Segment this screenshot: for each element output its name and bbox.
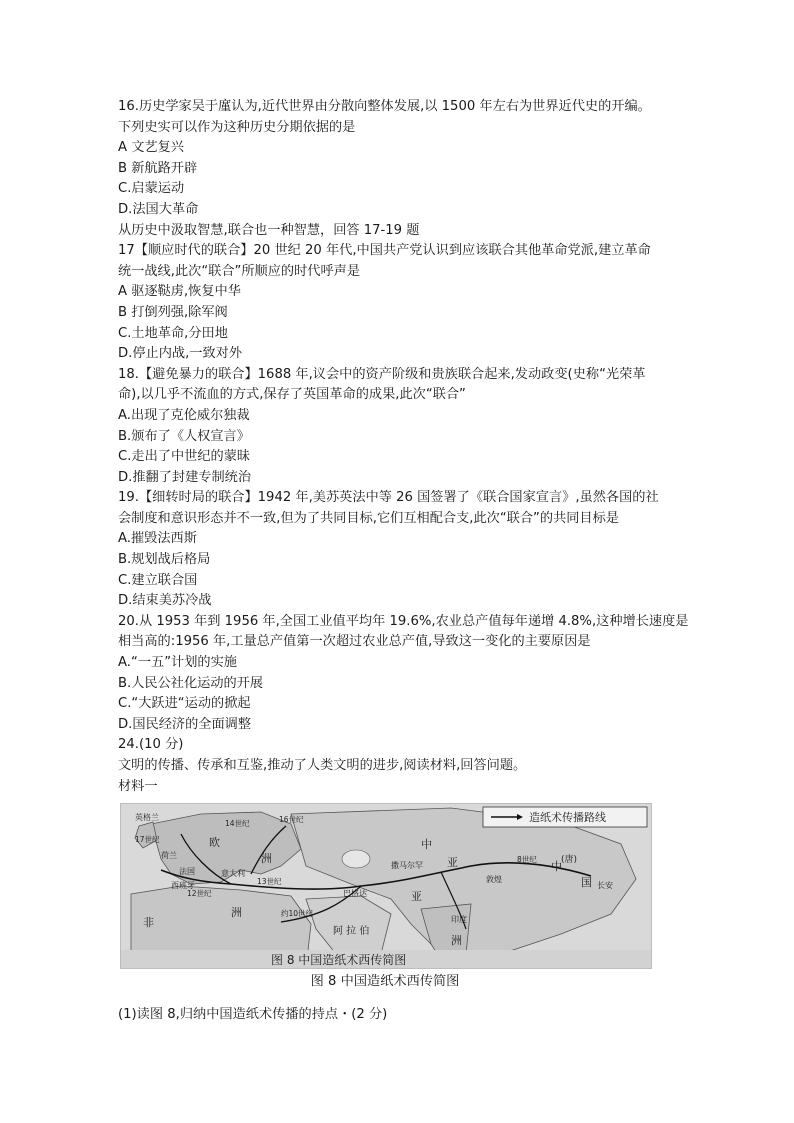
century-label: 13世纪 <box>257 877 282 886</box>
text-line: 文明的传播、传承和互鉴,推动了人类文明的进步,阅读材料,回答问题。 <box>118 758 527 773</box>
text-line: 统一战线,此次“联合”所顺应的时代呼声是 <box>118 263 361 279</box>
option-line: B.规划战后格局 <box>118 552 211 568</box>
option-line: C.启蒙运动 <box>118 181 185 197</box>
century-label: 14世纪 <box>225 819 250 828</box>
option-line: A.出现了克伦威尔独裁 <box>118 407 250 423</box>
text-line: 会制度和意识形态并不一致,但为了共同目标,它们互相配合支,此次“联合”的共同目标是 <box>118 510 619 526</box>
text-line: 相当高的:1956 年,工量总产值第一次超过农业总产值,导致这一变化的主要原因是 <box>118 634 591 650</box>
text-line: 18.【避免暴力的联合】1688 年,议会中的资产阶级和贵族联合起来,发动政变(史称“光荣革 <box>118 366 646 382</box>
figure-caption: 图 8 中国造纸术西传简图 <box>310 974 460 989</box>
sub-question: (1)读图 8,归纳中国造纸术传播的持点・(2 分) <box>118 1007 388 1022</box>
region-label: 亚 <box>447 856 458 869</box>
figure-label: 图 8 中国造纸术西传简图 <box>271 953 407 967</box>
caspian-sea <box>342 850 370 868</box>
century-label: 16世纪 <box>279 815 304 824</box>
region-label: 中 <box>551 860 562 873</box>
option-line: D.推翻了封建专制统治 <box>118 469 252 485</box>
text-line: 从历史中汲取智慧,联合也一种智慧，回答 17-19 题 <box>118 222 420 238</box>
text-line: 材料一 <box>118 778 158 794</box>
text-line: 20.从 1953 年到 1956 年,全国工业值平均年 19.6%,农业总产值每年递增 4.8%,这种增长速度是 <box>118 613 689 629</box>
place-label: 巴格达 <box>343 889 367 898</box>
text-line: 17【顺应时代的联合】20 世纪 20 年代,中国共产党认识到应该联合其他革命党派,建立革命 <box>118 243 651 259</box>
option-line: A 文艺复兴 <box>118 140 184 156</box>
region-label: 洲 <box>231 906 242 919</box>
option-line: C.“大跃进“运动的掀起 <box>118 696 251 712</box>
option-line: B 新航路开辟 <box>118 160 198 176</box>
text-line: 19.【细转时局的联合】1942 年,美苏英法中等 26 国签署了《联合国家宣言》,虽然各国的社 <box>118 490 659 506</box>
option-line: D.停止内战,一致对外 <box>118 346 243 362</box>
option-line: C.建立联合国 <box>118 572 198 588</box>
century-label: 约10世纪 <box>281 909 314 918</box>
option-line: D.国民经济的全面调整 <box>118 716 252 732</box>
place-label: 英格兰 <box>135 813 159 822</box>
text-line: 24.(10 分) <box>118 737 184 753</box>
place-label: 印度 <box>451 915 467 924</box>
question-text <box>118 97 689 797</box>
region-label: 欧 <box>209 836 220 849</box>
place-label: 撒马尔罕 <box>391 861 423 870</box>
region-label: 国 <box>581 876 592 889</box>
option-line: B.人民公社化运动的开展 <box>118 675 264 691</box>
place-label: 法国 <box>179 867 195 876</box>
legend-label: 造纸术传播路线 <box>529 811 606 824</box>
place-label: 长安 <box>597 881 613 890</box>
region-label: 洲 <box>261 852 272 865</box>
text-line: 16.历史学家吴于廑认为,近代世界由分散向整体发展,以 1500 年左右为世界近代史的开编。 <box>118 99 651 114</box>
region-label: 中 <box>421 838 432 851</box>
text-line: 下列史实可以作为这种历史分期依据的是 <box>118 119 356 135</box>
papermaking-map <box>120 803 652 969</box>
century-label: 17世纪 <box>135 835 160 844</box>
option-line: B.颁布了《人权宣言》 <box>118 428 250 444</box>
region-label: 非 <box>143 916 154 929</box>
region-label: 洲 <box>451 934 462 947</box>
option-line: C.土地革命,分田地 <box>118 325 228 341</box>
place-label: 荷兰 <box>161 851 177 860</box>
place-label: 西班牙 <box>171 881 195 890</box>
region-label: 亚 <box>411 890 422 903</box>
region-label: (唐) <box>561 855 578 865</box>
option-line: D.法国大革命 <box>118 201 199 217</box>
option-line: B 打倒列强,除军阀 <box>118 304 228 320</box>
place-label: 意大利 <box>221 869 245 878</box>
text-line: 命),以几乎不流血的方式,保存了英国革命的成果,此次“联合” <box>118 387 466 403</box>
century-label: 12世纪 <box>187 889 212 898</box>
region-label: 阿 拉 伯 <box>333 926 370 937</box>
option-line: C.走出了中世纪的蒙昧 <box>118 449 251 465</box>
option-line: D.结束美苏冷战 <box>118 593 212 609</box>
place-label: 敦煌 <box>486 875 502 884</box>
century-label: 8世纪 <box>517 855 537 864</box>
option-line: A.摧毁法西斯 <box>118 531 197 547</box>
option-line: A 驱逐鞑虏,恢复中华 <box>118 284 241 300</box>
map-svg <box>121 804 651 968</box>
option-line: A.“一五”计划的实施 <box>118 655 237 671</box>
